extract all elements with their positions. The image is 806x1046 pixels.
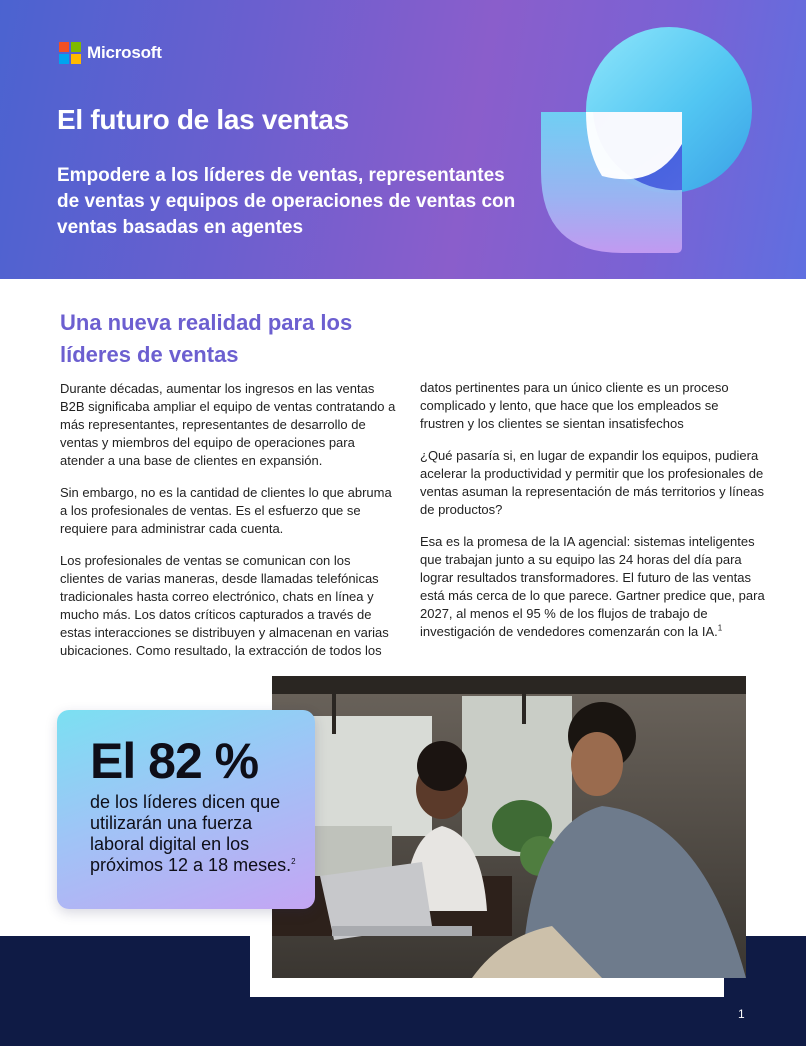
footnote-marker: 2 <box>291 857 296 866</box>
paragraph: Durante décadas, aumentar los ingresos en las ventas B2B significaba ampliar el equipo de ventas contratando a más representantes, representantes de desarrollo de ventas y miembros del equipo de operaciones para atender a una base de clientes en expansión. <box>60 381 396 468</box>
section-heading: Una nueva realidad para los líderes de ventas <box>60 310 353 367</box>
paragraph: datos pertinentes para un único cliente es un proceso complicado y lento, que hace que los empleados se frustren y los clientes se sientan insatisfechos <box>420 380 729 431</box>
left-text-column <box>60 380 398 674</box>
right-text-column <box>420 379 765 655</box>
footnote-marker: 1 <box>717 623 723 633</box>
paragraph: ¿Qué pasaría si, en lugar de expandir los equipos, pudiera acelerar la productividad y permitir que los profesionales de ventas asuman la representación de más territorios y líneas de productos? <box>420 448 764 517</box>
office-meeting-photo <box>272 676 746 978</box>
stat-callout-card <box>57 710 315 909</box>
brand-name: Microsoft <box>87 43 162 62</box>
paragraph: Sin embargo, no es la cantidad de clientes lo que abruma a los profesionales de ventas. Es el esfuerzo que se requiere para administrar cada cuenta. <box>60 485 392 536</box>
page-title: El futuro de las ventas <box>57 104 349 135</box>
paragraph <box>420 533 765 641</box>
paragraph-text: Esa es la promesa de la IA agencial: sistemas inteligentes que trabajan junto a su equipo las 24 horas del día para lograr resultados transformadores. El futuro de las ventas está más cerca de lo que parece. Gartner predice que, para 2027, al menos el 95 % de los flujos de trabajo de investigación de vendedores comenzarán con la IA. <box>420 534 765 639</box>
stat-text: de los líderes dicen que utilizarán una fuerza laboral digital en los próximos 12 a 18 meses. <box>90 792 292 875</box>
hero-banner <box>0 0 806 279</box>
page-subtitle: Empodere a los líderes de ventas, representantes de ventas y equipos de operaciones de ventas con ventas basadas en agentes <box>57 165 516 238</box>
microsoft-logo-icon <box>59 42 81 64</box>
stat-description <box>90 792 300 876</box>
page-number: 1 <box>738 1007 745 1021</box>
microsoft-logo <box>59 42 162 64</box>
paragraph: Los profesionales de ventas se comunican con los clientes de varias maneras, desde llamadas telefónicas tradicionales hasta correo electrónico, chats en línea y mucho más. Los datos críticos capturados a través de estas interacciones se distribuyen y almacenan en varias ubicaciones. Como resultado, la extracción de todos los <box>60 553 389 658</box>
photo-illustration <box>272 676 746 978</box>
stat-value: El 82 % <box>90 733 259 789</box>
